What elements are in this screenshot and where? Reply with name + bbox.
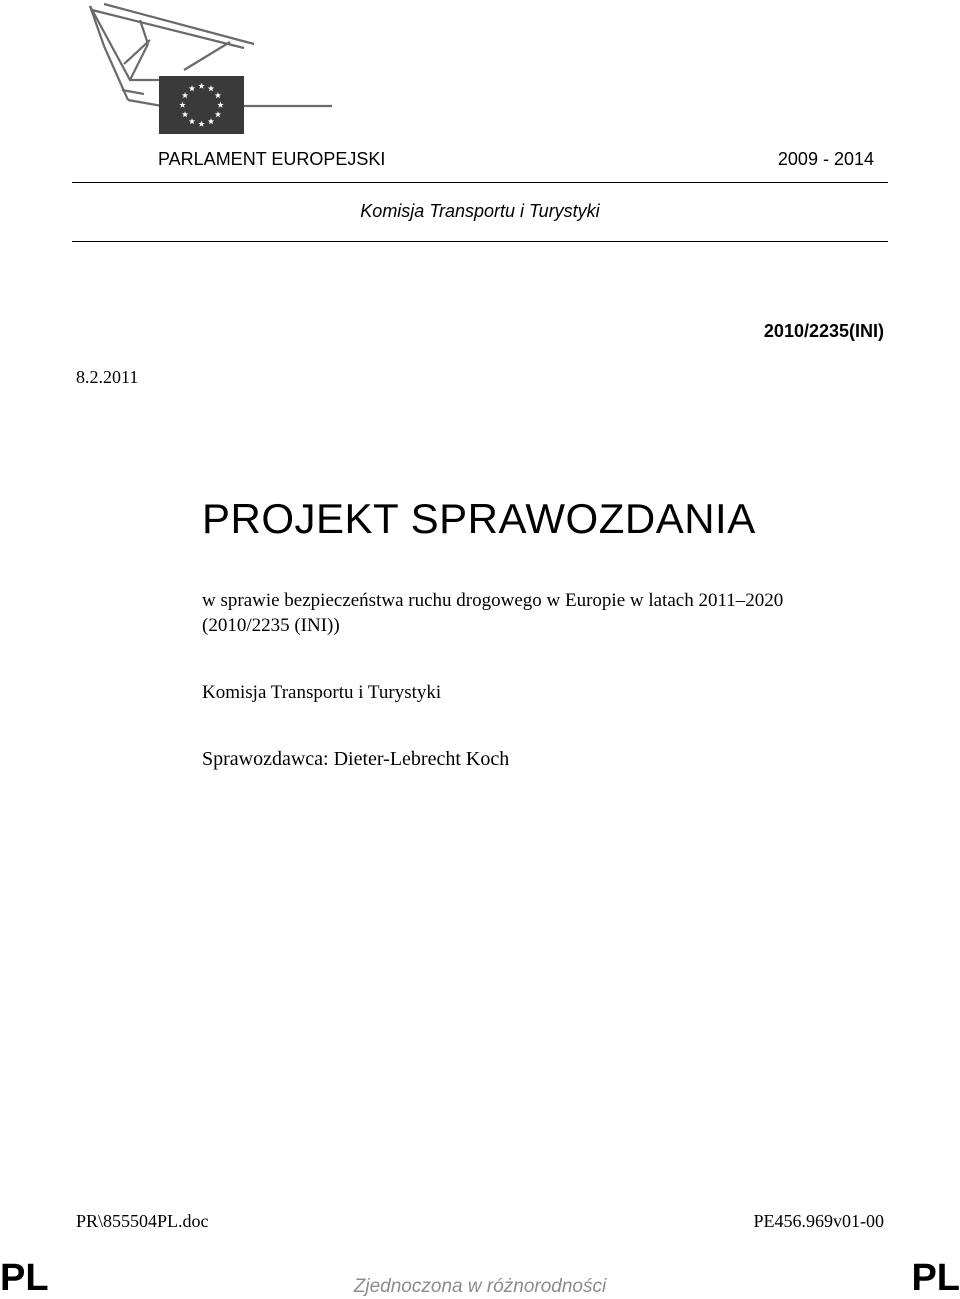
document-title: PROJEKT SPRAWOZDANIA [202, 495, 756, 542]
subject-line-2: (2010/2235 (INI)) [202, 615, 340, 636]
responsible-committee: Komisja Transportu i Turystyki [202, 682, 442, 703]
language-code-right: PL [911, 1257, 960, 1299]
language-code-left: PL [0, 1257, 49, 1299]
procedure-number: 2010/2235(INI) [763, 321, 884, 341]
pe-reference: PE456.969v01-00 [753, 1211, 884, 1231]
header-rule-top [72, 182, 888, 183]
document-reference: PR\855504PL.doc [76, 1211, 209, 1231]
organization-name: PARLAMENT EUROPEJSKI [158, 149, 386, 169]
subject-line-1: w sprawie bezpieczeństwa ruchu drogowego w Europie w latach 2011–2020 [202, 590, 784, 611]
committee-header: Komisja Transportu i Turystyki [360, 201, 600, 221]
rapporteur: Sprawozdawca: Dieter-Lebrecht Koch [202, 748, 510, 770]
document-subject [202, 588, 902, 638]
header-rule-bottom [72, 241, 888, 242]
european-parliament-logo-icon [84, 0, 334, 138]
document-date: 8.2.2011 [76, 367, 139, 387]
eu-motto: Zjednoczona w różnorodności [353, 1276, 607, 1297]
parliamentary-term: 2009 - 2014 [777, 149, 874, 169]
